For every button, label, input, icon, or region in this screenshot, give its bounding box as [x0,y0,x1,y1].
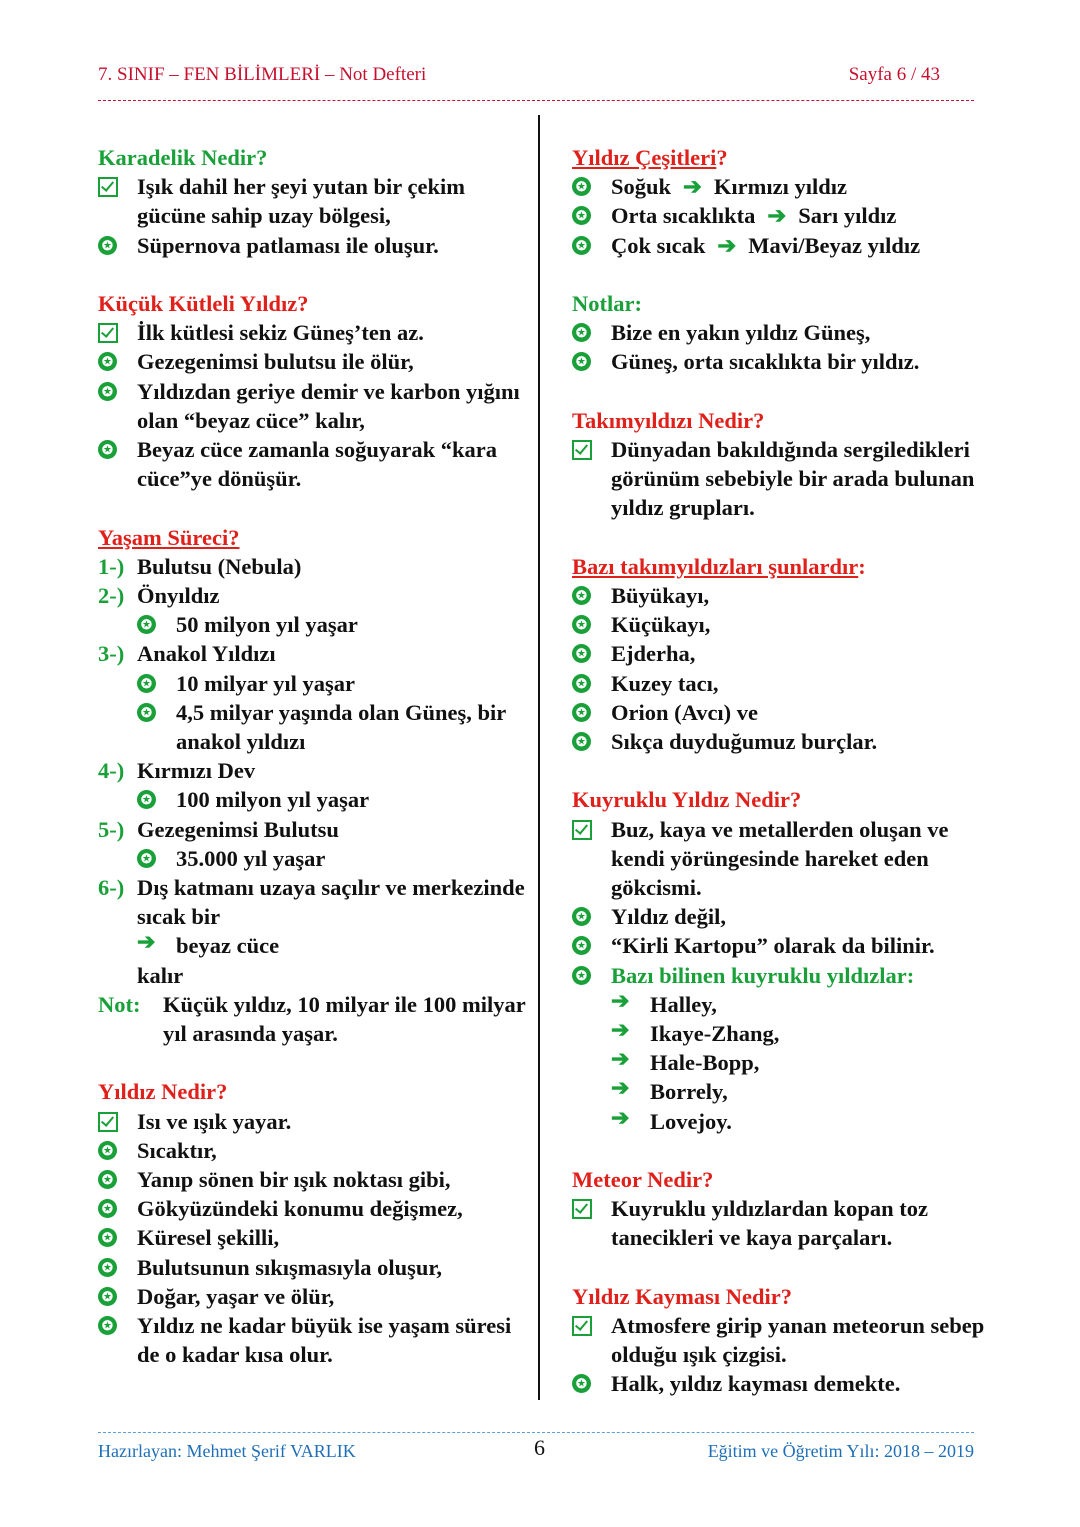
step-number: 6-) [98,875,125,901]
list-item: Ejderha, [611,641,696,667]
star-bullet-icon: ✪ [572,674,591,693]
list-item: Süpernova patlaması ile oluşur. [137,232,439,258]
step-number: 4-) [98,758,125,784]
step-number: 2-) [98,583,125,609]
list-item: Yıldız ne kadar büyük ise yaşam süresi de o kadar kısa olur. [137,1313,512,1368]
comet-name: Hale-Bopp, [650,1050,760,1076]
section-title: Karadelik Nedir? [98,145,268,170]
step-number: 5-) [98,816,125,842]
list-item: Gezegenimsi bulutsu ile ölür, [137,349,414,375]
star-bullet-icon: ✪ [572,966,591,985]
star-bullet-icon: ✪ [98,1141,117,1160]
column-divider [538,115,540,1400]
section-title: Yıldız Çeşitleri? [572,145,728,170]
list-item: Sıkça duyduğumuz burçlar. [611,729,878,755]
star-bullet-icon: ✪ [572,177,591,196]
comet-name: Halley, [650,991,717,1017]
star-bullet-icon: ✪ [572,936,591,955]
footer-author: Hazırlayan: Mehmet Şerif VARLIK [98,1441,356,1461]
checkbox-icon [98,1112,118,1132]
arrow-right-icon: ➔ [717,232,737,258]
star-type-color: Sarı yıldız [798,203,897,229]
star-bullet-icon: ✪ [98,1316,117,1335]
list-item: Yanıp sönen bir ışık noktası gibi, [137,1167,451,1193]
star-bullet-icon: ✪ [98,1170,117,1189]
list-item: Güneş, orta sıcaklıkta bir yıldız. [611,349,920,375]
checkbox-icon [98,177,118,197]
arrow-right-icon: ➔ [611,1075,630,1101]
step-label: Gezegenimsi Bulutsu [137,816,339,842]
checkbox-icon [572,1316,592,1336]
list-item: Işık dahil her şeyi yutan bir çekim gücüne sahip uzay bölgesi, [137,174,465,229]
step-label: Anakol Yıldızı [137,641,276,667]
star-bullet-icon: ✪ [572,732,591,751]
list-item: Bulutsunun sıkışmasıyla oluşur, [137,1254,442,1280]
header-page: Sayfa 6 / 43 [848,64,940,85]
section-title: Meteor Nedir? [572,1167,714,1193]
star-bullet-icon: ✪ [137,790,156,809]
step-number: 3-) [98,641,125,667]
star-bullet-icon: ✪ [98,1199,117,1218]
star-bullet-icon: ✪ [572,1374,591,1393]
section-title: Yıldız Kayması Nedir? [572,1283,792,1309]
step-label: Bulutsu (Nebula) [137,553,302,579]
page-footer [98,1435,974,1462]
star-bullet-icon: ✪ [572,206,591,225]
left-column [98,143,528,1369]
star-bullet-icon: ✪ [137,674,156,693]
section-title: Yaşam Süreci? [98,524,240,550]
star-bullet-icon: ✪ [98,1287,117,1306]
step-number: 1-) [98,553,125,579]
checkbox-icon [98,323,118,343]
note-label: Not: [98,991,141,1017]
step-detail: 4,5 milyar yaşında olan Güneş, bir anakol yıldızı [176,699,506,755]
section-title: Kuyruklu Yıldız Nedir? [572,787,802,813]
page-header [98,64,940,86]
star-bullet-icon: ✪ [572,323,591,342]
star-bullet-icon: ✪ [572,703,591,722]
star-bullet-icon: ✪ [572,586,591,605]
arrow-right-icon: ➔ [767,203,787,229]
step-detail: 10 milyar yıl yaşar [176,670,355,696]
list-item: Beyaz cüce zamanla soğuyarak “kara cüce”ye dönüşür. [137,437,497,492]
list-item: Gökyüzündeki konumu değişmez, [137,1196,463,1222]
star-bullet-icon: ✪ [572,352,591,371]
star-bullet-icon: ✪ [98,1228,117,1247]
arrow-right-icon: ➔ [611,1104,630,1130]
step-detail: 50 milyon yıl yaşar [176,612,358,638]
list-item: Bize en yakın yıldız Güneş, [611,320,871,346]
star-bullet-icon: ✪ [137,615,156,634]
list-item: Doğar, yaşar ve ölür, [137,1283,335,1309]
star-bullet-icon: ✪ [137,703,156,722]
star-type-temp: Orta sıcaklıkta [611,203,756,229]
list-item: Orion (Avcı) ve [611,699,759,725]
list-item: Dünyadan bakıldığında sergiledikleri görünüm sebebiyle bir arada bulunan yıldız grupları. [611,437,975,521]
right-column [572,143,992,1399]
section-title: Yıldız Nedir? [98,1079,228,1105]
arrow-right-icon: ➔ [683,174,702,200]
list-item: Yıldızdan geriye demir ve karbon yığını olan “beyaz cüce” kalır, [137,378,520,433]
star-type-temp: Çok sıcak [611,232,706,258]
list-item: İlk kütlesi sekiz Güneş’ten az. [137,320,424,346]
list-item: Büyükayı, [611,583,710,608]
list-item: Küçükayı, [611,612,711,638]
arrow-right-icon: ➔ [611,987,630,1013]
star-bullet-icon: ✪ [98,352,117,371]
checkbox-icon [572,1199,592,1219]
step-detail: 35.000 yıl yaşar [176,845,326,871]
arrow-right-icon: ➔ [611,1046,630,1072]
step-detail: kalır [137,962,184,988]
section-title: Küçük Kütleli Yıldız? [98,291,309,316]
star-bullet-icon: ✪ [572,907,591,926]
step-label: Dış katmanı uzaya saçılır ve merkezinde sıcak bir [137,875,525,930]
footer-page-number: 6 [534,1435,545,1460]
comet-name: Ikaye-Zhang, [650,1021,780,1047]
step-detail: beyaz cüce [176,933,280,959]
star-bullet-icon: ✪ [98,236,117,255]
star-bullet-icon: ✪ [572,615,591,634]
star-type-color: Kırmızı yıldız [713,174,848,200]
checkbox-icon [572,820,592,840]
star-bullet-icon: ✪ [98,382,117,401]
header-title: 7. SINIF – FEN BİLİMLERİ – Not Defteri [98,64,427,85]
footer-year: Eğitim ve Öğretim Yılı: 2018 – 2019 [707,1441,974,1461]
step-label: Kırmızı Dev [137,758,256,784]
star-bullet-icon: ✪ [98,1258,117,1277]
checkbox-icon [572,440,592,460]
footer-divider [98,1432,974,1433]
star-bullet-icon: ✪ [98,440,117,459]
note-text: Küçük yıldız, 10 milyar ile 100 milyar yıl arasında yaşar. [163,991,526,1047]
list-item: “Kirli Kartopu” olarak da bilinir. [611,933,935,959]
header-divider [98,100,974,101]
star-bullet-icon: ✪ [137,849,156,868]
step-label: Önyıldız [137,583,220,609]
arrow-right-icon: ➔ [137,929,156,955]
arrow-right-icon: ➔ [611,1017,630,1043]
list-item: Kuyruklu yıldızlardan kopan toz tanecikleri ve kaya parçaları. [611,1196,928,1251]
list-item: Isı ve ışık yayar. [137,1108,292,1134]
star-type-temp: Soğuk [611,174,672,200]
list-item: Küresel şekilli, [137,1225,280,1251]
list-item: Atmosfere girip yanan meteorun sebep olduğu ışık çizgisi. [611,1313,985,1368]
list-item: Buz, kaya ve metallerden oluşan ve kendi yörüngesinde hareket eden gökcismi. [611,816,949,901]
list-item: Yıldız değil, [611,904,727,930]
star-bullet-icon: ✪ [572,644,591,663]
section-title: Takımyıldızı Nedir? [572,407,765,433]
list-item: Halk, yıldız kayması demekte. [611,1371,901,1397]
list-item: Sıcaktır, [137,1137,217,1163]
star-type-color: Mavi/Beyaz yıldız [748,232,921,258]
section-title: Bazı takımyıldızları şunlardır: [572,553,866,579]
star-bullet-icon: ✪ [572,236,591,255]
comet-name: Lovejoy. [650,1108,732,1134]
step-detail: 100 milyon yıl yaşar [176,787,370,813]
section-title: Notlar: [572,291,642,316]
list-item: Kuzey tacı, [611,670,719,696]
comet-name: Borrely, [650,1079,728,1105]
list-item: Bazı bilinen kuyruklu yıldızlar: [611,962,915,988]
